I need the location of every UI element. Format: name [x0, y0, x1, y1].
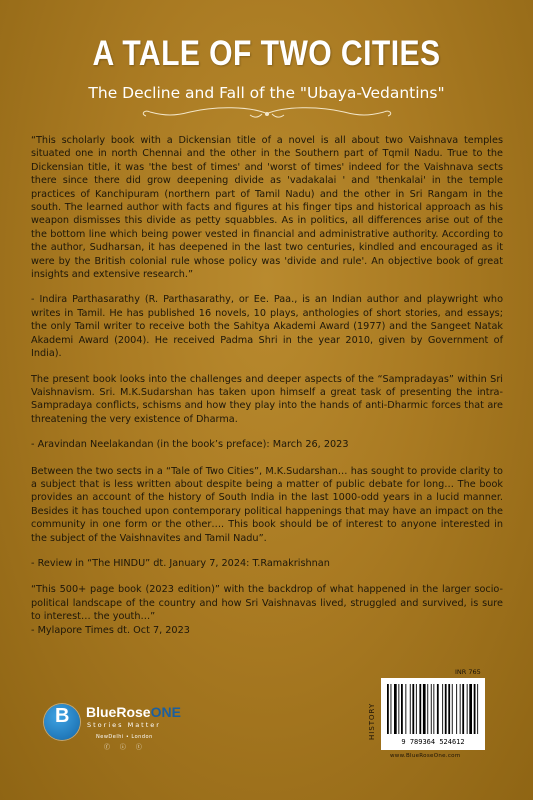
barcode-icon [381, 678, 485, 750]
publisher-cities: NewDelhi • London [96, 734, 153, 740]
publisher-logo [44, 698, 181, 751]
review-attribution: - Indira Parthasarathy (R. Parthasarathy, or Ee. Paa., is an Indian author and playwright who writes in Tamil. He has published 16 novels, 10 plays, anthologies of short stories, and essays; the only Tamil writer to receive both the Sahitya Akademi Award (1977) and the Sangeet Natak Akademi Award (2004). He received Padma Shri in the year 2010, given by Government of India). [31, 294, 503, 360]
review-quote: Between the two sects in a “Tale of Two Cities”, M.K.Sudarshan… has sought to provide clarity to a subject that is less written about despite being a matter of public debate for long… The book provides an account of the history of South India in the last 1000-odd years in a lucid manner. Besides it has touched upon contemporary political happenings that may have an impact on the community in one form or the other…. This book should be of interest to anyone interested in the subject of the Vaishnavites and Tamil Nadu”. [31, 465, 503, 544]
blurb-section [31, 134, 503, 649]
review-attribution: - Review in “The HINDU” dt. January 7, 2024: T.Ramakrishnan [31, 557, 330, 569]
price-label: INR 765 [455, 668, 481, 676]
book-subtitle: The Decline and Fall of the "Ubaya-Vedantins" [88, 84, 445, 102]
publisher-name: BlueRoseONE [86, 704, 181, 720]
publisher-url: www.BlueRoseOne.com [390, 753, 461, 759]
isbn-number: 9 789364 524612 [401, 738, 465, 746]
genre-label: HISTORY [368, 702, 376, 740]
review-quote: “This 500+ page book (2023 edition)” with the backdrop of what happened in the larger socio-political landscape of the country and how Sri Vaishnavas lived, struggled and survived, is sure to interest… the youth…” [31, 584, 503, 623]
publisher-emblem-letter: B [55, 705, 70, 727]
publisher-tagline: Stories Matter [87, 721, 161, 729]
ornament-divider-icon [0, 104, 533, 124]
book-title: A TALE OF TWO CITIES [92, 34, 441, 73]
social-icons: ⓕ ⓘ ⓣ [104, 744, 146, 751]
review-quote: The present book looks into the challenges and deeper aspects of the “Sampradayas” within Sri Vaishnavism. Sri. M.K.Sudarshan has taken upon himself a great task of presenting the intra-Sampradaya conflicts, schisms and how they play into the hands of anti-Dharmic forces that are threatening the very existence of Dharma. [31, 373, 503, 425]
review-attribution: - Mylapore Times dt. Oct 7, 2023 [31, 624, 190, 636]
review-attribution: - Aravindan Neelakandan (in the book’s preface): March 26, 2023 [31, 439, 349, 451]
review-quote: “This scholarly book with a Dickensian title of a novel is all about two Vaishnava temples situated one in north Chennai and the other in the Southern part of Tqmil Nadu. True to the Dickensian title, it was 'the best of times' and 'worst of times' indeed for the Vaishnava sects there since there did grow deepening divide as 'vadakalai ' and 'thenkalai' in the temple practices of Kanchipuram (northern part of Tamil Nadu) and the other in Sri Rangam in the south. The learned author with facts and figures at his finger tips and historical approach as his weapon dismisses this divide as petty squabbles. As in politics, all differences arise out of the the bottom line which being power vested in financial and administrative authority. According to the author, Sudharsan, it has deepened in the last two centuries, kindled and encouraged as it were by the British colonial rule whose policy was 'divide and rule'. An objective book of great insights and extensive research.” [31, 135, 503, 281]
barcode [381, 678, 485, 750]
